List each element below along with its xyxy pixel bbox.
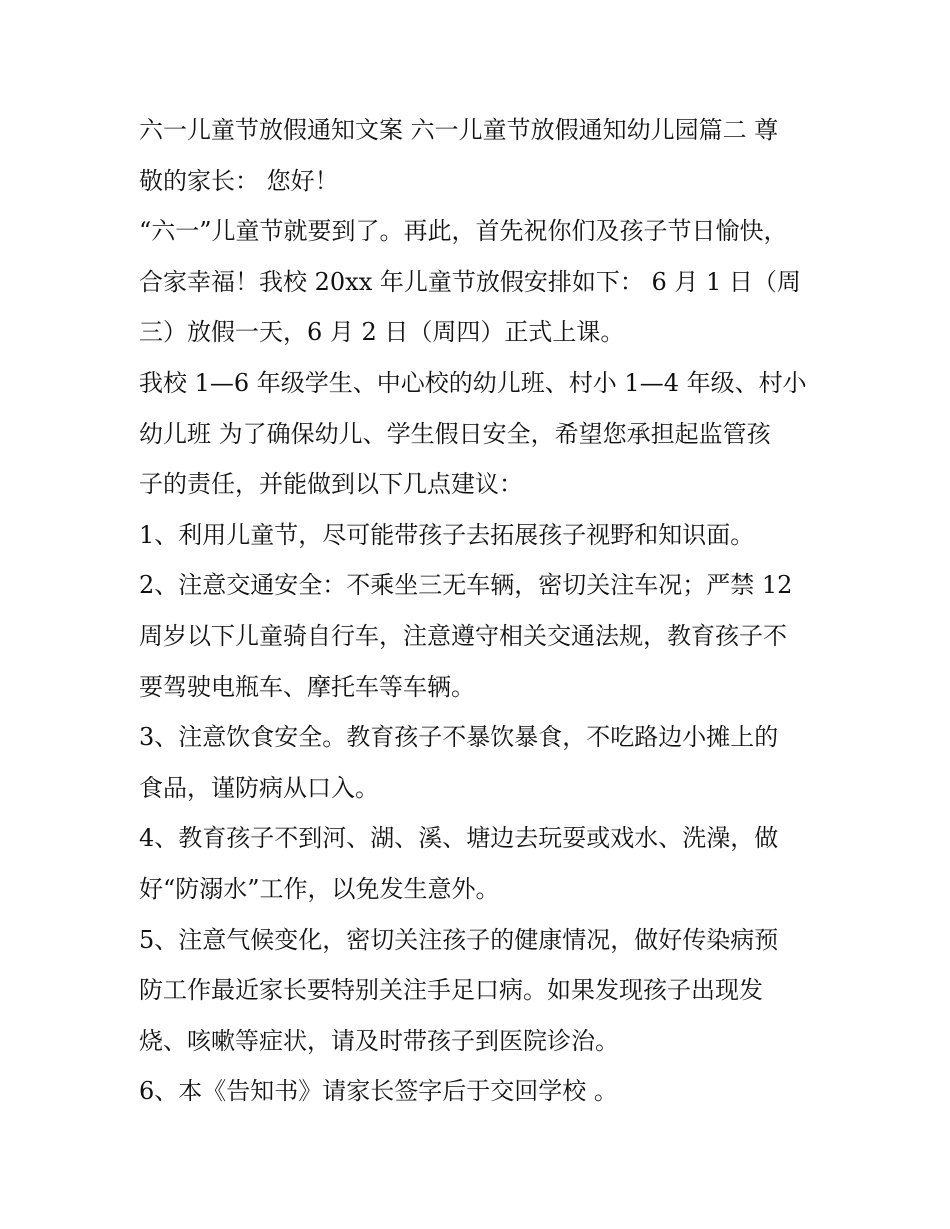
text-line-8: 子的责任，并能做到以下几点建议： [139, 470, 523, 498]
list-item-6: 6、本《告知书》请家长签字后于交回学校 。 [139, 1077, 618, 1105]
list-item-2: 2、注意交通安全：不乘坐三无车辆，密切关注车况；严禁 12 [139, 571, 793, 599]
list-item-5-cont-1: 防工作最近家长要特别关注手足口病。如果发现孩子出现发 [139, 976, 763, 1004]
list-item-4: 4、教育孩子不到河、湖、溪、塘边去玩耍或戏水、洗澡，做 [139, 824, 779, 852]
list-item-2-cont-2: 要驾驶电瓶车、摩托车等车辆。 [139, 673, 475, 701]
list-item-1: 1、利用儿童节，尽可能带孩子去拓展孩子视野和知识面。 [139, 521, 755, 549]
text-line-4: 合家幸福！我校 20xx 年儿童节放假安排如下： 6 月 1 日（周 [139, 268, 801, 296]
text-line-1: 六一儿童节放假通知文案 六一儿童节放假通知幼儿园篇二 尊 [139, 116, 779, 144]
text-line-3: “六一”儿童节就要到了。再此，首先祝你们及孩子节日愉快， [139, 217, 788, 245]
text-line-7: 幼儿班 为了确保幼儿、学生假日安全，希望您承担起监管孩 [139, 420, 771, 448]
text-line-6: 我校 1—6 年级学生、中心校的幼儿班、村小 1—4 年级、村小 [139, 369, 807, 397]
list-item-3-cont: 食品，谨防病从口入。 [139, 774, 379, 802]
list-item-2-cont-1: 周岁以下儿童骑自行车，注意遵守相关交通法规，教育孩子不 [139, 622, 787, 650]
list-item-3: 3、注意饮食安全。教育孩子不暴饮暴食，不吃路边小摊上的 [139, 723, 779, 751]
list-item-5-cont-2: 烧、咳嗽等症状，请及时带孩子到医院诊治。 [139, 1027, 619, 1055]
list-item-5: 5、注意气候变化，密切关注孩子的健康情况，做好传染病预 [139, 926, 779, 954]
text-line-5: 三）放假一天，6 月 2 日（周四）正式上课。 [139, 318, 625, 346]
list-item-4-cont: 好“防溺水”工作，以免发生意外。 [139, 875, 500, 903]
text-line-2: 敬的家长： 您好！ [139, 167, 339, 195]
